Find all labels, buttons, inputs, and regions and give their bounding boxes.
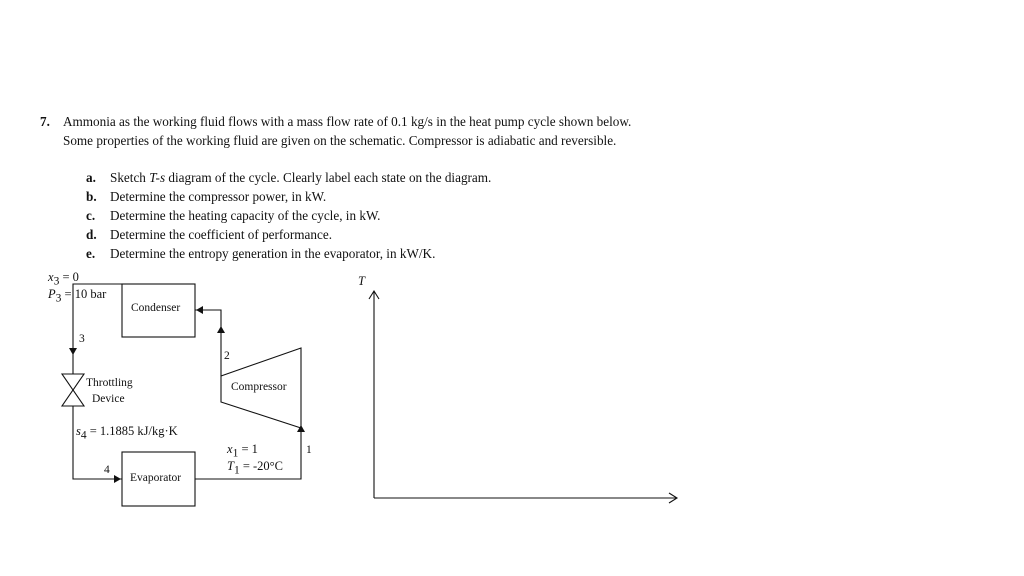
flow-arrow-down-3 <box>69 348 77 355</box>
flow-arrow-up-2 <box>217 326 225 333</box>
part-label: e. <box>86 246 96 261</box>
flow-arrow-into-condenser <box>196 306 203 314</box>
flow-arrow-into-evaporator <box>114 475 121 483</box>
state-1-number: 1 <box>306 444 312 456</box>
device-label: Device <box>92 393 125 405</box>
evaporator-label: Evaporator <box>130 472 182 484</box>
throttle-valve-bottom <box>62 390 84 406</box>
x3-label: $x_3 = 0$ <box>48 270 79 288</box>
part-text: Determine the compressor power, in kW. <box>110 189 327 204</box>
flow-arrow-up-1 <box>297 425 305 432</box>
part-text: Determine the entropy generation in the evaporator, in kW/K. <box>110 246 436 261</box>
t1-label: $T_1 = -20^\circ C$ <box>227 459 284 477</box>
line-state-2 <box>195 310 221 376</box>
problem-stem: Ammonia as the working fluid flows with a mass flow rate of 0.1 kg/s in the heat pump cycle shown below. Some properties of the working fluid are given on the schematic. Compressor is adiabatic and reversible. <box>63 114 632 148</box>
part-text: Determine the heating capacity of the cycle, in kW. <box>110 208 381 223</box>
x1-label: $x_1 = 1$ <box>227 442 258 460</box>
state-4-number: 4 <box>104 464 110 476</box>
compressor-label: Compressor <box>231 381 287 393</box>
part-label: c. <box>86 208 96 223</box>
part-text-end: diagram of the cycle. Clearly label each state on the diagram. <box>165 170 492 185</box>
part-emphasis: T-s <box>149 170 166 185</box>
state-2-number: 2 <box>224 350 230 362</box>
throttle-valve-top <box>62 374 84 390</box>
condenser-label: Condenser <box>131 302 181 314</box>
part-label: d. <box>86 227 97 242</box>
part-label: a. <box>86 170 96 185</box>
part-text: Determine the coefficient of performance. <box>110 227 332 242</box>
problem-number: 7. <box>40 114 50 129</box>
throttling-label: Throttling <box>86 377 133 389</box>
part-label: b. <box>86 189 97 204</box>
line-state-4 <box>73 406 122 479</box>
part-text: Sketch <box>110 170 150 185</box>
state-3-number: 3 <box>79 333 85 345</box>
t-axis-label: T <box>358 274 365 288</box>
s4-label: $s_4 = 1.1885$ kJ/kg·K <box>76 424 178 442</box>
p3-label: $P_3 = 10$ bar <box>48 287 107 305</box>
